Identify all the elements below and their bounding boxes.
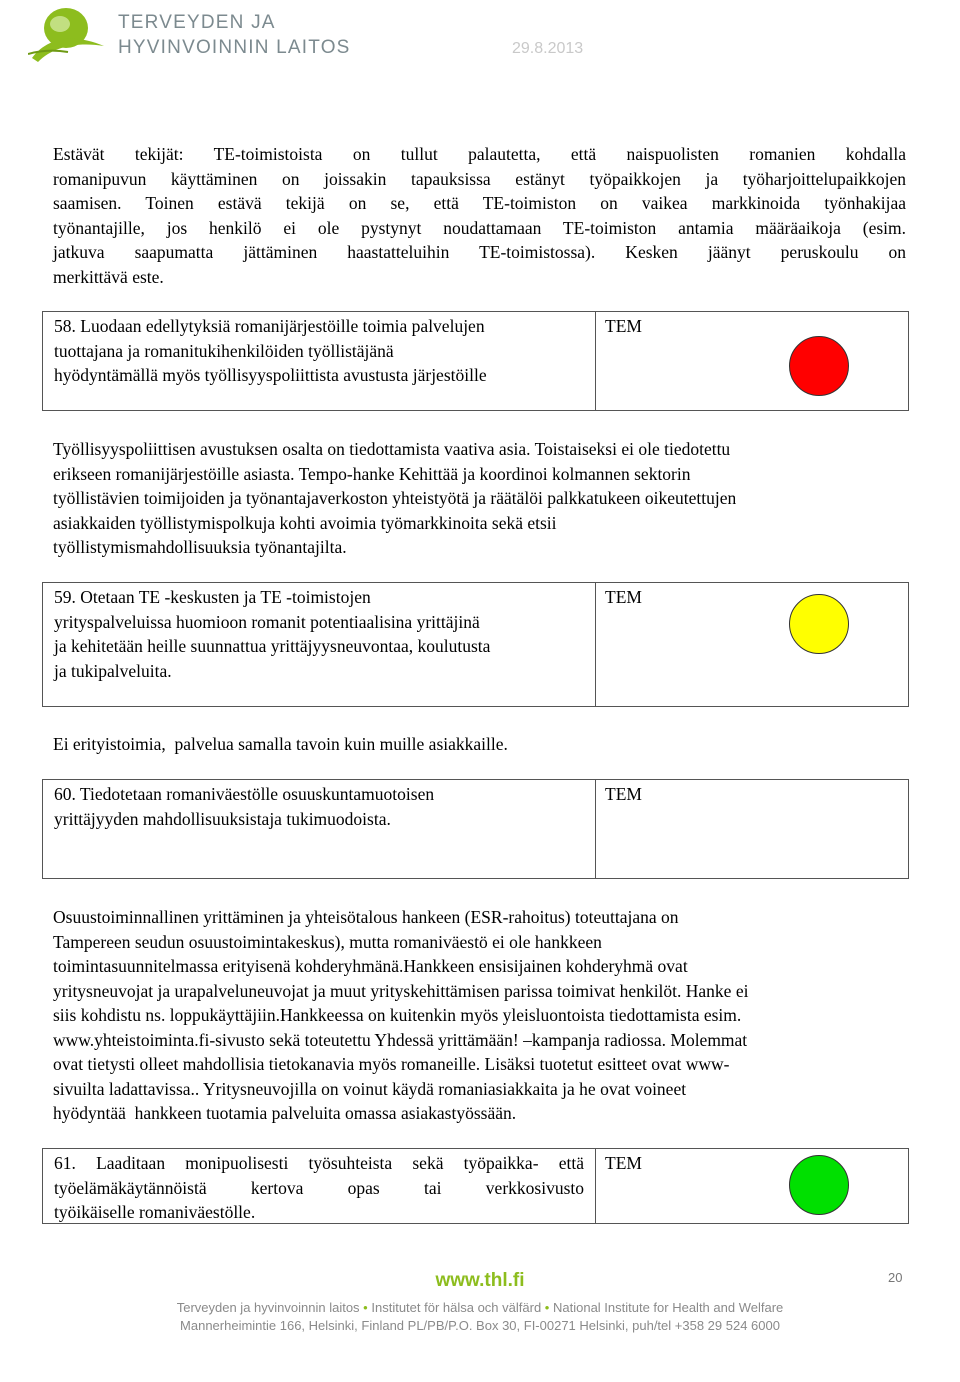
text-line: yritysneuvojat ja urapalveluneuvojat ja muut yrityskehittämisen parissa toimivat henkilöt. Hanke ei (53, 980, 749, 1001)
responsible-ministry: TEM (605, 316, 642, 336)
column-divider (595, 1149, 596, 1223)
text-line: työikäiselle romaniväestölle. (54, 1202, 256, 1222)
text-line: saamisen. Toinen estävä tekijä on se, että TE-toimiston on vaikea markkinoida työnhakijaa (53, 193, 906, 213)
responsible-ministry: TEM (605, 784, 642, 804)
text-line: www.yhteistoiminta.fi-sivusto sekä toteutettu Yhdessä yrittämään! –kampanja radiossa. Molemmat (53, 1029, 748, 1050)
status-red-light-icon (789, 336, 849, 396)
text-line: Työllisyyspoliittisen avustuksen osalta on tiedottamista vaativa asia. Toistaiseksi ei ole tiedotettu (53, 439, 731, 459)
text-line: erikseen romanijärjestöille asiasta. Tempo-hanke Kehittää ja koordinoi kolmannen sektorin (53, 463, 691, 484)
text-line: toimintasuunnitelmassa erityisenä kohderyhmänä.Hankkeen ensisijainen kohderyhmä ovat (53, 956, 688, 976)
measure-58-table (42, 311, 909, 411)
footer-bullet: • (363, 1300, 368, 1315)
text-line: romanipuvun käyttäminen on joissakin tapauksissa estänyt työpaikkojen ja työharjoittelupaikkojen (53, 168, 906, 189)
footer-address: Mannerheimintie 166, Helsinki, Finland PL/PB/P.O. Box 30, FI-00271 Helsinki, puh/tel +358 29 524 6000 (180, 1318, 780, 1333)
measure-60-table (42, 779, 909, 879)
text-line: ja tukipalveluita. (54, 660, 172, 681)
measure-61-table (42, 1148, 909, 1224)
responsible-ministry: TEM (605, 1153, 642, 1173)
page-number: 20 (888, 1270, 903, 1285)
text-line: työllistävien toimijoiden ja työnantajaverkoston yhteistyötä ja räätälöi palkkatukeen oikeutettujen (53, 488, 737, 508)
text-line: Estävät tekijät: TE-toimistoista on tullut palautetta, että naispuolisten romanien kohdalla (53, 144, 906, 164)
measure-description (54, 585, 584, 683)
org-name-line-2: HYVINVOINNIN LAITOS (118, 37, 351, 58)
text-line: 61. Laaditaan monipuolisesti työsuhteista sekä työpaikka- että (54, 1153, 584, 1173)
org-name-line-1: TERVEYDEN JA (118, 12, 276, 33)
text-line: työelämäkäytännöistä kertova opas tai verkkosivusto (54, 1177, 584, 1198)
text-line: tuottajana ja romanitukihenkilöiden työllistäjänä (54, 340, 394, 361)
measure-description (54, 782, 584, 831)
thl-leaf-logo-icon (28, 6, 108, 64)
column-divider (595, 780, 596, 878)
footer-bullet: • (544, 1300, 550, 1315)
text-line: yrittäjyyden mahdollisuuksistaja tukimuodoista. (54, 808, 391, 829)
column-divider (595, 312, 596, 410)
text-line: asiakkaiden työllistymispolkuja kohti avoimia työmarkkinoita sekä etsii (53, 512, 557, 533)
text-line: 58. Luodaan edellytyksiä romanijärjestöille toimia palvelujen (54, 316, 485, 336)
measure-59-table (42, 582, 909, 707)
status-yellow-light-icon (789, 594, 849, 654)
text-line: työllistymismahdollisuuksia työnantajilta. (53, 537, 347, 557)
status-green-light-icon (789, 1155, 849, 1215)
text-line: hyödyntää hankkeen tuotamia palveluita omassa asiakastyössään. (53, 1103, 517, 1123)
text-line: jatkuva saapumatta jättäminen haastatteluihin TE-toimistossa). Kesken jäänyt peruskoulu on (53, 242, 906, 262)
footer-name-english: National Institute for Health and Welfare (552, 1300, 784, 1315)
text-line: yrityspalveluissa huomioon romanit potentiaalisina yrittäjinä (54, 611, 480, 632)
intro-paragraph (53, 142, 906, 289)
measure-description (54, 1151, 584, 1225)
text-line: työnantajille, jos henkilö ei ole pystynyt noudattamaan TE-toimiston antamia määräaikoja (esim. (53, 217, 906, 238)
text-line: siis kohdistu ns. loppukäyttäjiin.Hankkeessa on kuitenkin myös yleisluontoista tiedottamista esim. (53, 1005, 742, 1025)
footer-name-swedish: Institutet för hälsa och välfärd (371, 1300, 542, 1315)
text-line: sivuilta ladattavissa.. Yritysneuvojilla on voinut käydä romaniasiakkaita ja he ovat voineet (53, 1078, 687, 1099)
text-line: Tampereen seudun osuustoimintakeskus), mutta romaniväestö ei ole hankkeen (53, 931, 602, 952)
text-line: ja kehitetään heille suunnattua yrittäjyysneuvontaa, koulutusta (54, 636, 491, 656)
footer-website-url[interactable]: www.thl.fi (435, 1270, 525, 1291)
footer-name-finnish: Terveyden ja hyvinvoinnin laitos (176, 1300, 360, 1315)
comment-58-paragraph (53, 437, 906, 560)
text-line: hyödyntämällä myös työllisyyspoliittista avustusta järjestöille (54, 365, 487, 385)
footer-institution-names (0, 1300, 960, 1315)
comment-60-paragraph (53, 905, 906, 1126)
header-date: 29.8.2013 (512, 40, 584, 57)
text-line: 59. Otetaan TE -keskusten ja TE -toimistojen (54, 587, 371, 607)
measure-description (54, 314, 584, 388)
text-line: Osuustoiminnallinen yrittäminen ja yhteisötalous hankeen (ESR-rahoitus) toteuttajana on (53, 907, 679, 927)
text-line: ovat tietysti olleet mahdollisia tietokanavia myös romaneille. Lisäksi tuotetut esitteet ovat www- (53, 1054, 730, 1074)
text-line: Ei erityistoimia, palvelua samalla tavoin kuin muille asiakkaille. (53, 734, 508, 754)
text-line: merkittävä este. (53, 266, 164, 287)
column-divider (595, 583, 596, 706)
comment-59-paragraph (53, 732, 906, 757)
responsible-ministry: TEM (605, 587, 642, 607)
text-line: 60. Tiedotetaan romaniväestölle osuuskuntamuotoisen (54, 784, 435, 804)
